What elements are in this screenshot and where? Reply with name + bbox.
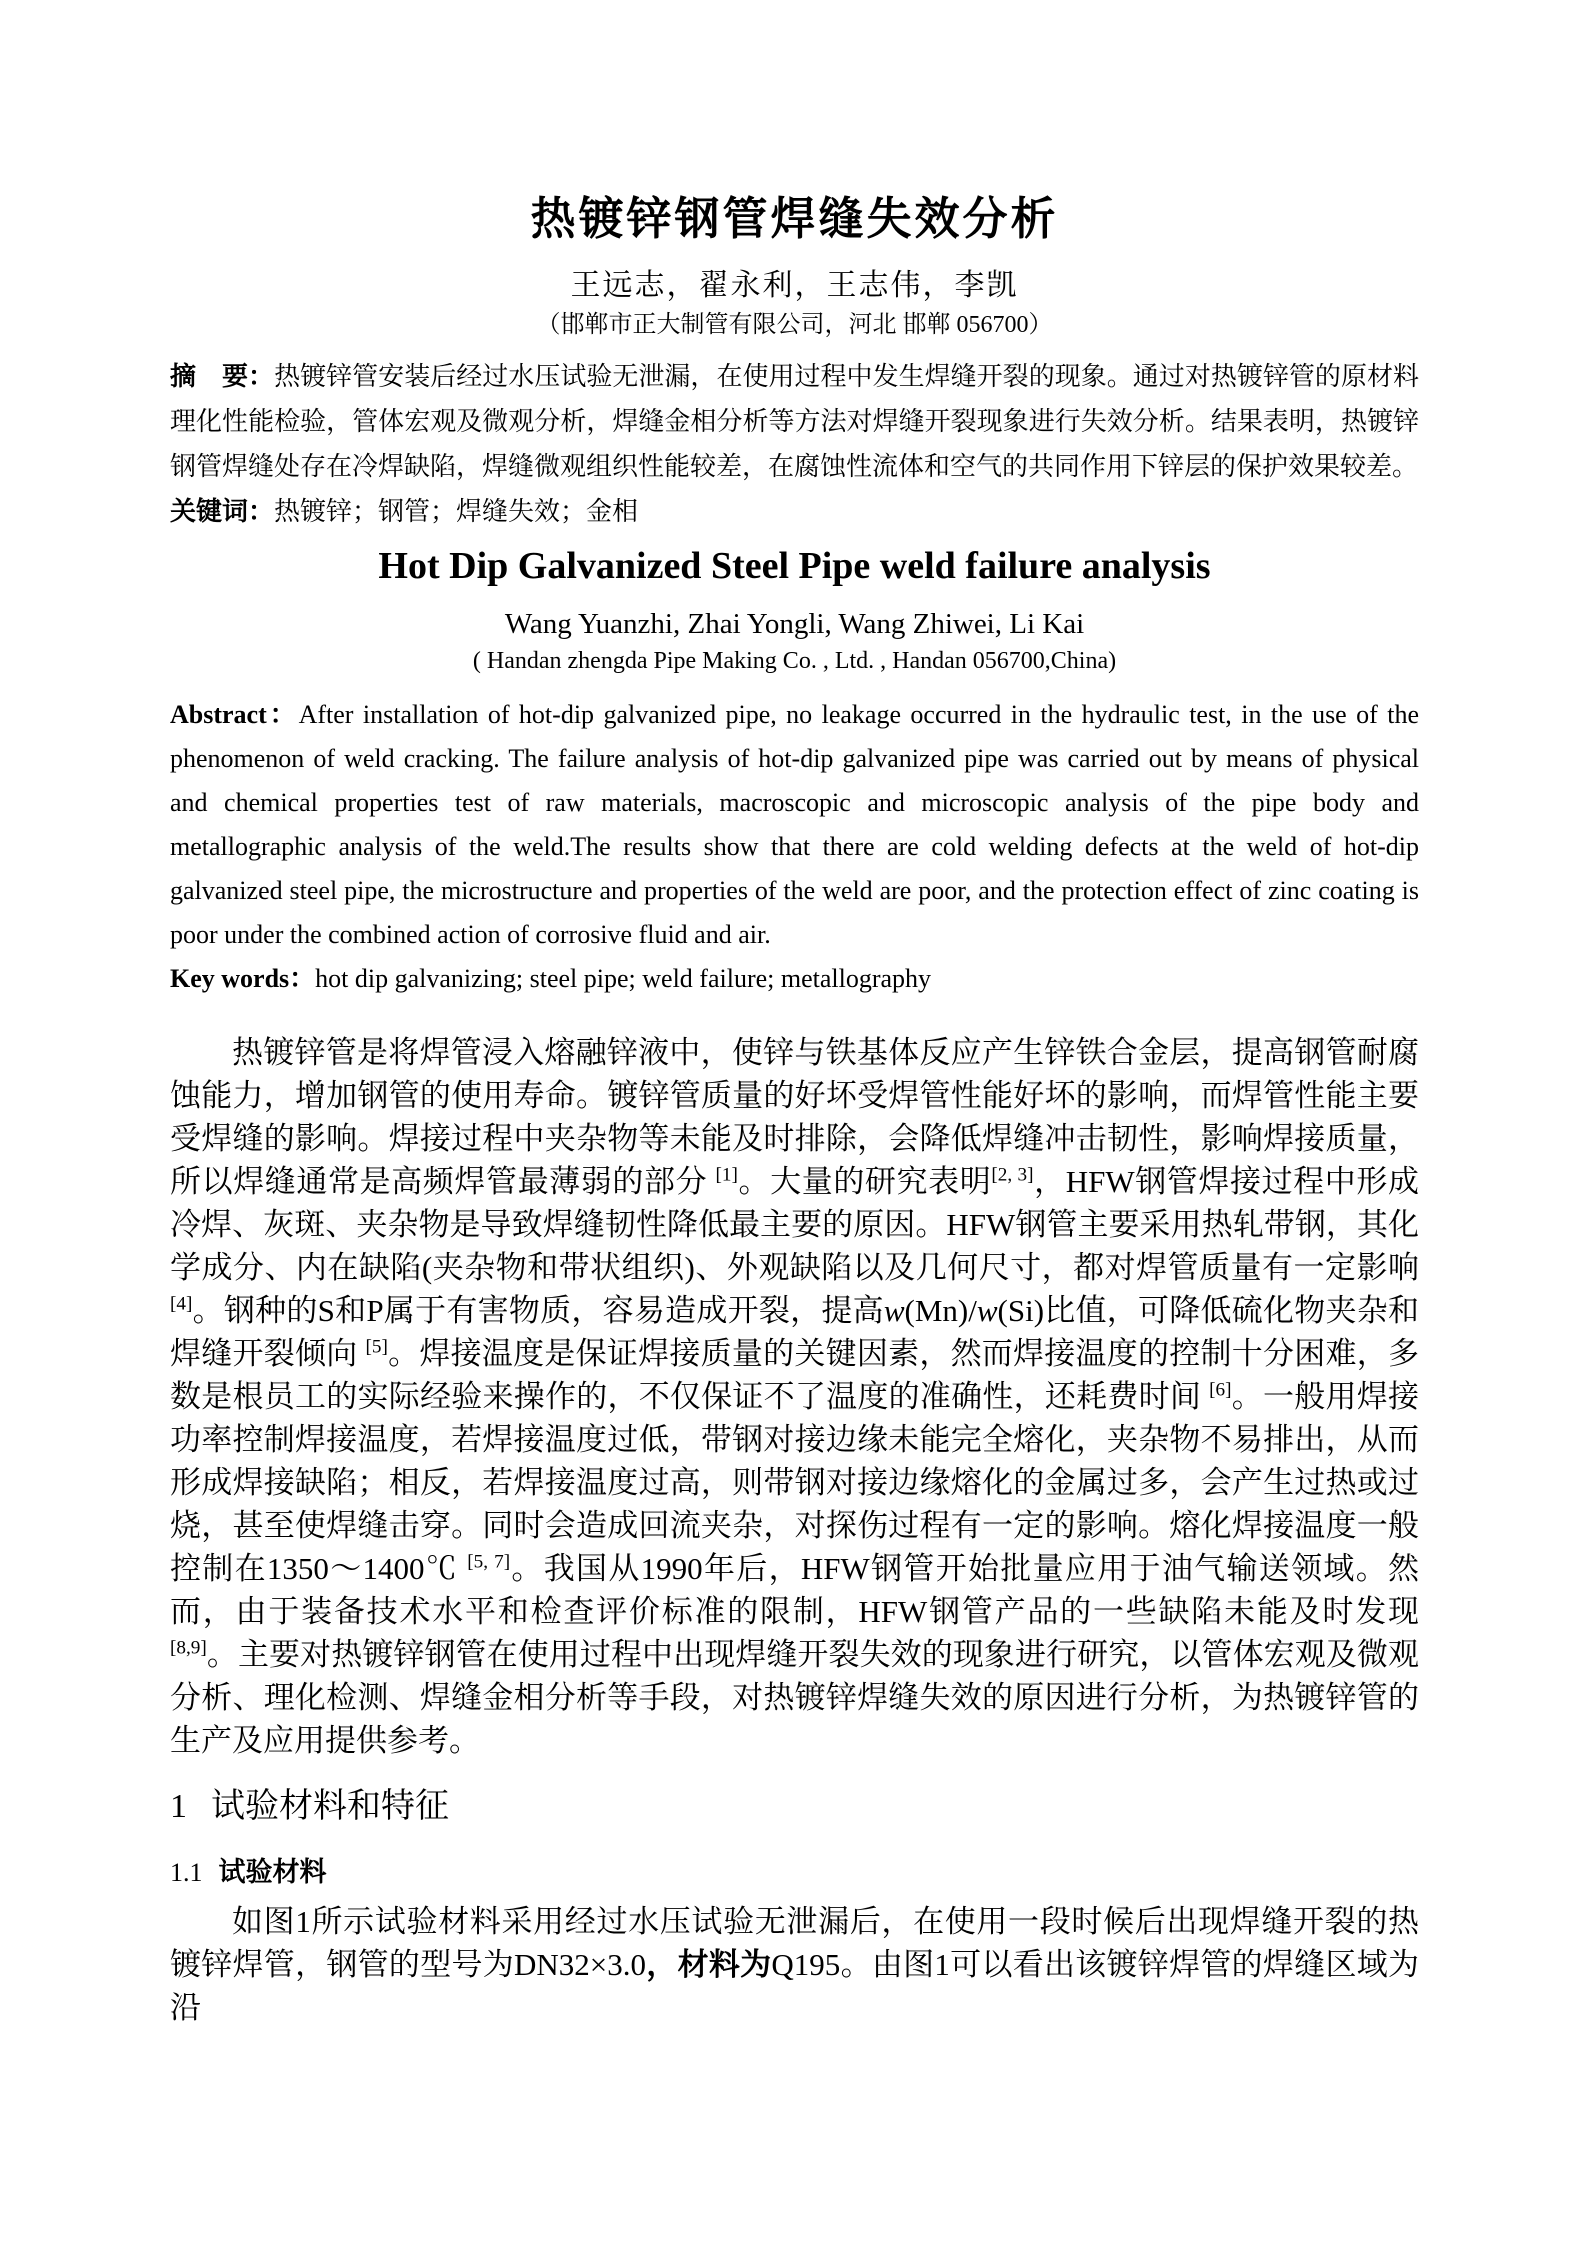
- en-title: Hot Dip Galvanized Steel Pipe weld failure analysis: [378, 545, 1211, 588]
- section-1-1-title: 试验材料: [218, 1856, 327, 1887]
- italic-symbol: w: [883, 1292, 905, 1328]
- materials-paragraph: [170, 1900, 1419, 2029]
- text-run: 。大量的研究表明: [737, 1163, 992, 1199]
- bold-text-run: ，材料为: [646, 1947, 772, 1983]
- cn-abstract: [170, 354, 1419, 489]
- text-run: 热镀锌管是将焊管浸入熔融锌液中，使锌与铁基体反应产生锌铁合金层，提高钢管耐腐蚀能力，增加钢管的使用寿命。镀锌管质量的好坏受焊管性能好坏的影响，而焊管性能主要受焊缝的影响。焊接过程中夹杂物等未能及时排除，会降低焊缝冲击韧性，影响焊接质量，所以焊缝通常是高频焊管最薄弱的部分: [170, 1034, 1419, 1199]
- text-run: 。一般用焊接功率控制焊接温度，若焊接温度过低，带钢对接边缘未能完全熔化，夹杂物不易排出，从而形成焊接缺陷；相反，若焊接温度过高，则带钢对接边缘熔化的金属过多，会产生过热或过烧，甚至使焊缝击穿。同时会造成回流夹杂，对探伤过程有一定的影响。熔化焊接温度一般控制在1350～1400℃: [170, 1378, 1420, 1586]
- cn-authors: 王远志，翟永利，王志伟，李凯: [570, 268, 1019, 302]
- section-1-number: 1: [170, 1787, 187, 1825]
- section-1-1-heading: [170, 1854, 1419, 1890]
- cn-keywords: [170, 489, 1419, 534]
- text-run: 。焊接温度是保证焊接质量的关键因素，然而焊接温度的控制十分困难，多数是根员工的实际经验来操作的，不仅保证不了温度的准确性，还耗费时间: [170, 1335, 1420, 1414]
- en-abstract: [170, 693, 1419, 957]
- cn-title: 热镀锌钢管焊缝失效分析: [530, 193, 1059, 244]
- section-1-heading: [170, 1784, 1419, 1830]
- en-authors: Wang Yuanzhi, Zhai Yongli, Wang Zhiwei, Li Kai: [504, 607, 1085, 640]
- section-1-title: 试验材料和特征: [211, 1787, 449, 1825]
- citation-ref: [4]: [170, 1293, 193, 1315]
- text-run: 如图1所示试验材料采用经过水压试验无泄漏后，在使用一段时候后出现焊缝开裂的热镀锌焊管，钢管的型号为DN32×3.0: [170, 1904, 1419, 1983]
- cn-keywords-label: 关键词：: [170, 496, 275, 527]
- text-run: (Si)比值，可降低硫化物夹杂和焊缝开裂倾向: [170, 1292, 1419, 1371]
- text-run: 。钢种的S和P属于有害物质，容易造成开裂，提高: [192, 1292, 884, 1328]
- cn-abstract-text: 热镀锌管安装后经过水压试验无泄漏，在使用过程中发生焊缝开裂的现象。通过对热镀锌管的原材料理化性能检验，管体宏观及微观分析，焊缝金相分析等方法对焊缝开裂现象进行失效分析。结果表明，热镀锌钢管焊缝处存在冷焊缺陷，焊缝微观组织性能较差，在腐蚀性流体和空气的共同作用下锌层的保护效果较差。: [170, 362, 1419, 482]
- text-run: 。我国从1990年后，HFW钢管开始批量应用于油气输送领域。然而，由于装备技术水平和检查评价标准的限制，HFW钢管产品的一些缺陷未能及时发现: [170, 1550, 1419, 1629]
- en-abstract-text: After installation of hot-dip galvanized pipe, no leakage occurred in the hydraulic test, in the use of the phenomenon of weld cracking. The failure analysis of hot-dip galvanized pipe was carried out by means of physical and chemical properties test of raw materials, macroscopic and microscopic analysis of the pipe body and metallographic analysis of the weld.The results show that there are cold welding defects at the weld of hot-dip galvanized steel pipe, the microstructure and properties of the weld are poor, and the protection effect of zinc coating is poor under the combined action of corrosive fluid and air.: [170, 699, 1419, 949]
- en-keywords-text: hot dip galvanizing; steel pipe; weld failure; metallography: [315, 963, 932, 993]
- en-keywords: [170, 957, 1419, 1001]
- cn-affiliation: （邯郸市正大制管有限公司，河北 邯郸 056700）: [536, 312, 1053, 339]
- citation-ref: [1]: [715, 1164, 738, 1186]
- citation-ref: [8,9]: [170, 1637, 207, 1659]
- cn-keywords-text: 热镀锌；钢管；焊缝失效；金相: [274, 497, 639, 527]
- text-run: ，HFW钢管焊接过程中形成冷焊、灰斑、夹杂物是导致焊缝韧性降低最主要的原因。HFW钢管主要采用热轧带钢，其化学成分、内在缺陷(夹杂物和带状组织)、外观缺陷以及几何尺寸，都对焊管质量有一定影响: [170, 1163, 1420, 1285]
- text-run: (Mn)/: [904, 1292, 977, 1328]
- intro-paragraph: [170, 1031, 1419, 1762]
- italic-symbol: w: [976, 1292, 998, 1328]
- en-keywords-label: Key words：: [170, 963, 316, 993]
- section-1-1-number: 1.1: [170, 1857, 203, 1887]
- citation-ref: [6]: [1209, 1379, 1232, 1401]
- cn-abstract-label: 摘 要：: [170, 361, 275, 392]
- citation-ref: [5, 7]: [467, 1551, 511, 1573]
- citation-ref: [5]: [365, 1336, 388, 1358]
- text-run: Q195。由图1可以看出该镀锌焊管的焊缝区域为沿: [170, 1947, 1419, 2026]
- en-abstract-label: Abstract：: [170, 699, 299, 729]
- citation-ref: [2, 3]: [991, 1164, 1034, 1186]
- en-affiliation: ( Handan zhengda Pipe Making Co. , Ltd. , Handan 056700,China): [472, 647, 1117, 674]
- text-run: 。主要对热镀锌钢管在使用过程中出现焊缝开裂失效的现象进行研究，以管体宏观及微观分析、理化检测、焊缝金相分析等手段，对热镀锌焊缝失效的原因进行分析，为热镀锌管的生产及应用提供参考。: [170, 1636, 1419, 1758]
